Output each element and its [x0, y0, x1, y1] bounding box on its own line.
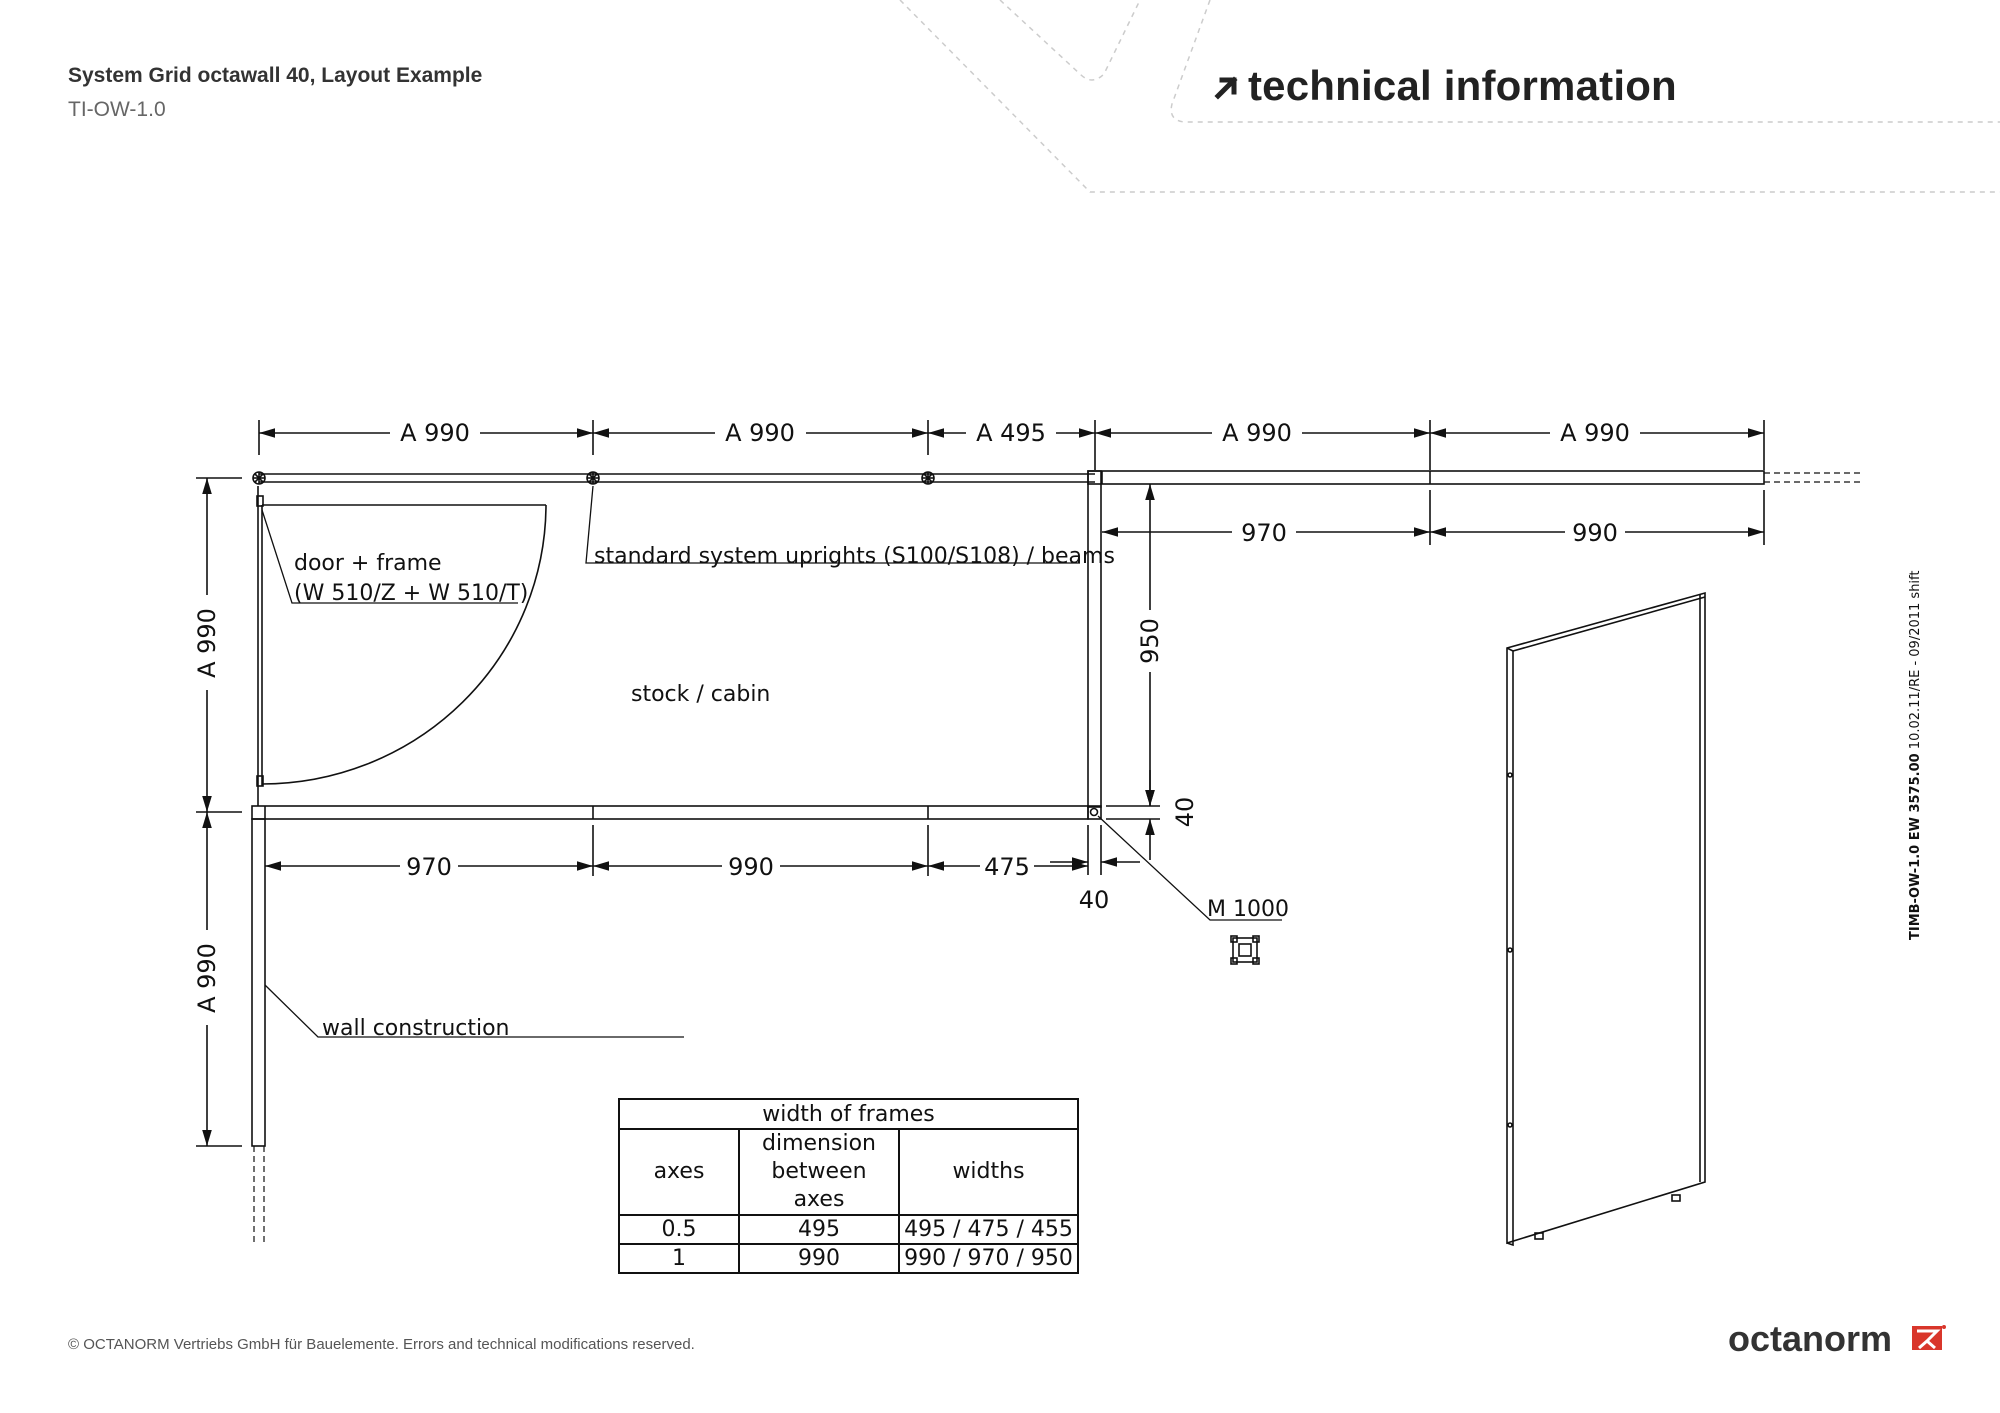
- cabin-bottom-wall: [252, 806, 1088, 819]
- header-dimension-line2: between axes: [771, 1159, 867, 1212]
- top-beam: [259, 474, 1095, 482]
- uprights-label: standard system uprights (S100/S108) / beams: [594, 544, 1115, 569]
- side-reference-date: 10.02.11/RE - 09/2011 shift: [1908, 570, 1923, 754]
- right-top-frames: [1088, 471, 1764, 484]
- door: [257, 486, 546, 806]
- panel-3d-view: [1507, 593, 1705, 1245]
- cell-axes: 0.5: [619, 1215, 739, 1244]
- side-reference: [1908, 571, 1923, 940]
- document-title: System Grid octawall 40, Layout Example: [68, 64, 483, 87]
- header-dimension: [739, 1129, 899, 1215]
- brand-logo: octanorm: [1728, 1318, 1893, 1359]
- left-lower-wall: [252, 819, 265, 1146]
- table-row: [619, 1244, 1078, 1273]
- dim-950: 950: [1136, 618, 1164, 664]
- header-dimension-line1: dimension: [762, 1131, 876, 1156]
- header-widths: widths: [899, 1129, 1078, 1215]
- octanorm-logo-mark-icon: [1912, 1324, 1946, 1352]
- section-title: technical information: [1248, 62, 1677, 109]
- profile-label: M 1000: [1207, 897, 1289, 922]
- right-dim-990: 990: [1572, 519, 1618, 547]
- table-row: [619, 1215, 1078, 1244]
- top-dim-5: A 990: [1560, 419, 1630, 447]
- top-dim-3: A 495: [976, 419, 1046, 447]
- cell-widths: 495 / 475 / 455: [899, 1215, 1078, 1244]
- profile-m1000-icon: [1231, 936, 1259, 964]
- cell-dimension: 495: [739, 1215, 899, 1244]
- frames-table: [618, 1098, 1079, 1274]
- top-dim-4: A 990: [1222, 419, 1292, 447]
- cell-dimension: 990: [739, 1244, 899, 1273]
- door-label: door + frame: [294, 551, 442, 576]
- top-dim-1: A 990: [400, 419, 470, 447]
- vertical-950-dim: [1106, 484, 1160, 860]
- side-reference-code: TIMB-OW-1.0 EW 3575.00: [1908, 753, 1923, 940]
- right-dim-970: 970: [1241, 519, 1287, 547]
- wall-label: wall construction: [322, 1016, 510, 1041]
- left-dim-lower: A 990: [193, 943, 221, 1013]
- cell-widths: 990 / 970 / 950: [899, 1244, 1078, 1273]
- document-code: TI-OW-1.0: [68, 98, 166, 121]
- bottom-inner-dims: [265, 825, 1088, 876]
- left-dims: [196, 478, 242, 1146]
- dim-40-horizontal: 40: [1078, 886, 1110, 914]
- right-inner-dims: [1102, 490, 1764, 545]
- room-label: stock / cabin: [631, 682, 771, 707]
- frames-table-caption: width of frames: [619, 1099, 1078, 1129]
- dim-40-vertical: 40: [1171, 796, 1199, 828]
- door-code-label: (W 510/Z + W 510/T): [294, 581, 529, 606]
- bottom-dim-970: 970: [406, 853, 452, 881]
- header-axes: axes: [619, 1129, 739, 1215]
- bottom-dim-990: 990: [728, 853, 774, 881]
- left-dim-upper: A 990: [193, 608, 221, 678]
- bottom-dim-475: 475: [984, 853, 1030, 881]
- cell-axes: 1: [619, 1244, 739, 1273]
- horizontal-40-dim: [1050, 825, 1140, 875]
- footer-copyright: © OCTANORM Vertriebs GmbH für Bauelemente. Errors and technical modifications reserved.: [68, 1336, 695, 1353]
- top-dim-2: A 990: [725, 419, 795, 447]
- cabin-right-wall: [1088, 471, 1101, 819]
